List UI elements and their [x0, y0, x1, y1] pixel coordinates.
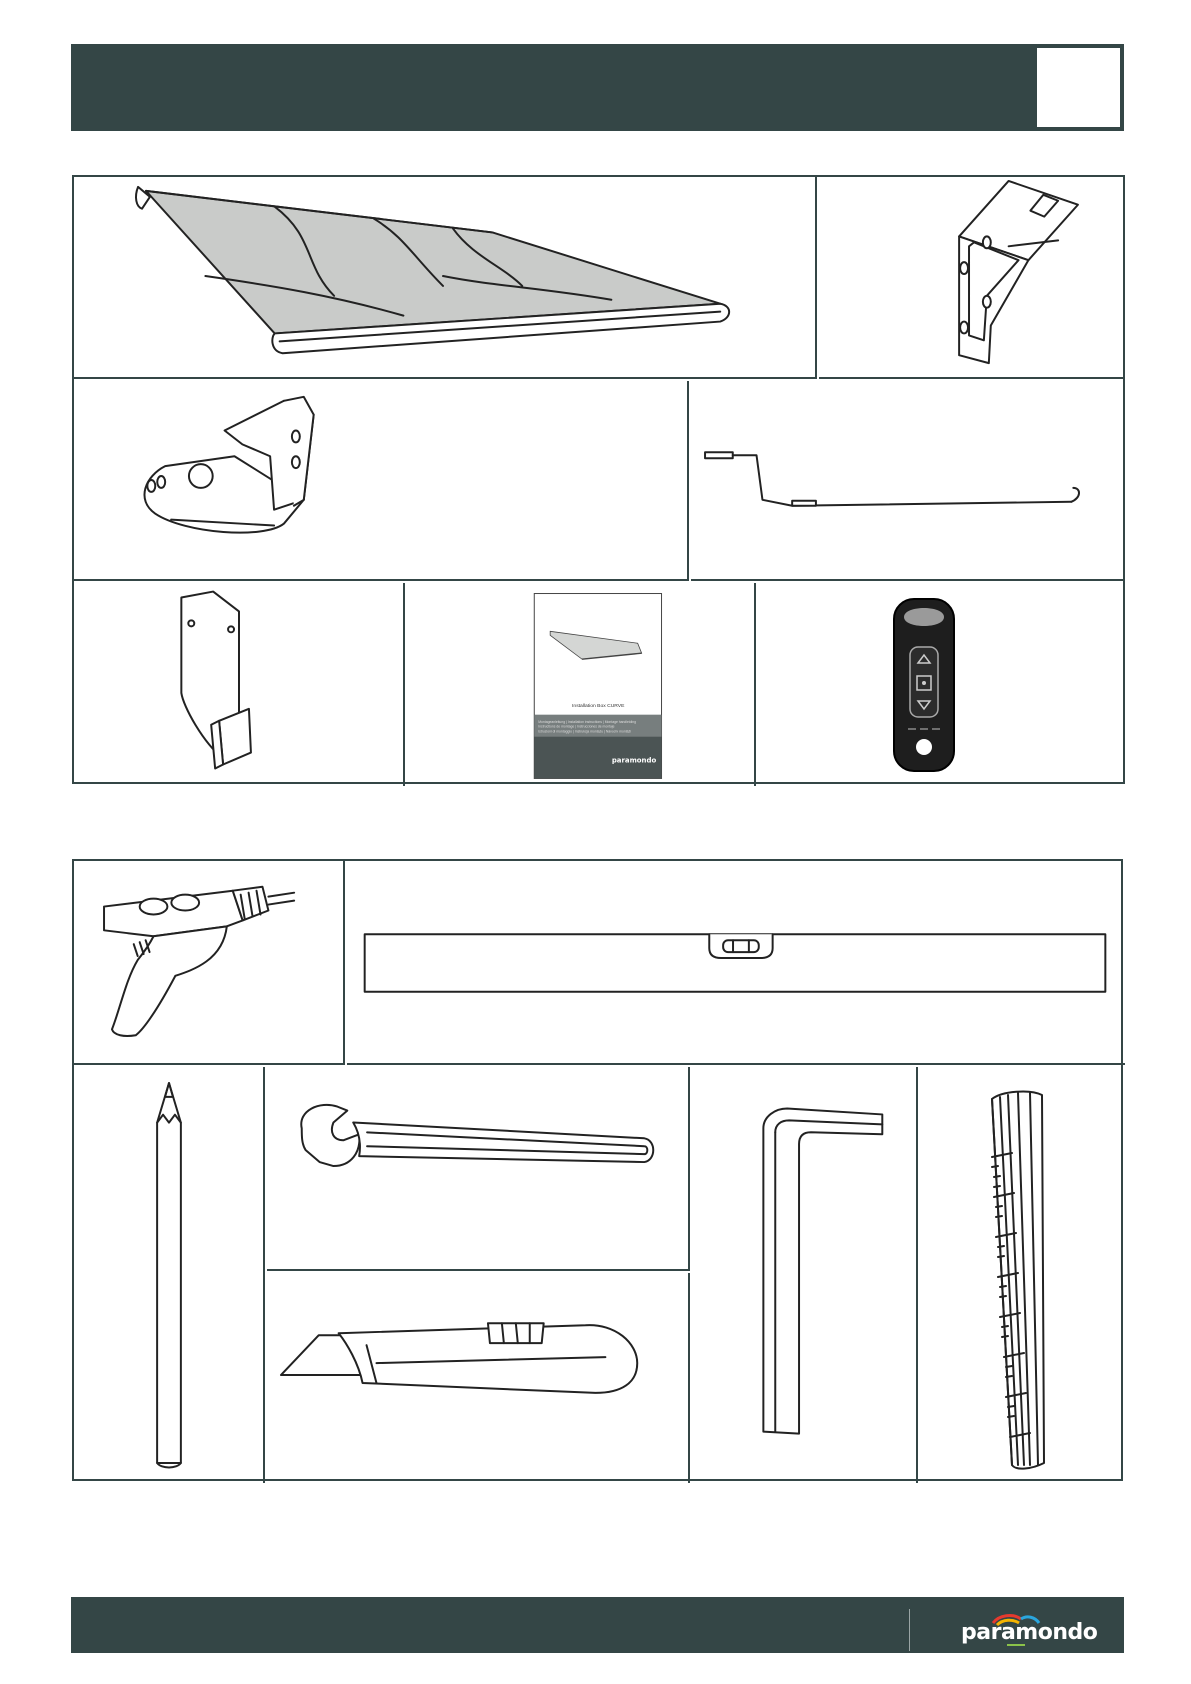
wrench-icon — [267, 1067, 688, 1269]
folding-ruler-cell — [920, 1067, 1125, 1483]
pencil-cell — [74, 1067, 265, 1483]
hex-key-icon — [692, 1067, 916, 1483]
wrench-cell — [267, 1067, 690, 1271]
arm-holder-cell — [74, 381, 689, 581]
pencil-icon — [74, 1067, 263, 1483]
awning-cell — [74, 177, 817, 379]
utility-knife-cell — [267, 1273, 690, 1483]
booklet-subtitle-2: Instructions de montage | Instrucciones de montaje — [538, 724, 615, 729]
wall-bracket-icon — [819, 177, 1123, 377]
page-footer — [71, 1597, 1124, 1653]
support-plate-cell — [74, 583, 405, 786]
awning-icon — [74, 177, 815, 377]
crank-handle-cell — [691, 381, 1123, 581]
required-tools-panel — [72, 859, 1123, 1481]
page-number-box — [1037, 48, 1120, 127]
crank-handle-icon — [691, 381, 1123, 579]
booklet-logo: paramondo — [611, 756, 657, 765]
booklet-subtitle-1: Montageanleitung | Installation instructions | Montage handleiding — [538, 719, 637, 724]
paramondo-logo — [961, 1611, 1098, 1647]
support-plate-icon — [74, 583, 403, 786]
manual-booklet-icon — [407, 583, 754, 786]
page-header — [71, 44, 1124, 131]
manual-booklet-cell — [407, 583, 756, 786]
logo-text: paramondo — [961, 1620, 1098, 1645]
drill-cell — [74, 861, 345, 1065]
utility-knife-icon — [267, 1273, 688, 1483]
package-contents-panel — [72, 175, 1125, 784]
remote-control-icon — [758, 583, 1123, 786]
hex-key-cell — [692, 1067, 918, 1483]
drill-icon — [74, 861, 343, 1063]
spirit-level-icon — [347, 861, 1125, 1063]
arm-holder-icon — [74, 381, 687, 579]
booklet-subtitle-3: Istruzioni di montaggio | Instrukcja montażu | Návod k montáži — [538, 729, 631, 734]
booklet-title: Installation Box CURVE — [572, 703, 625, 709]
folding-ruler-icon — [920, 1067, 1125, 1483]
remote-control-cell — [758, 583, 1123, 786]
wall-bracket-cell — [819, 177, 1123, 379]
spirit-level-cell — [347, 861, 1125, 1065]
footer-divider — [909, 1609, 910, 1651]
